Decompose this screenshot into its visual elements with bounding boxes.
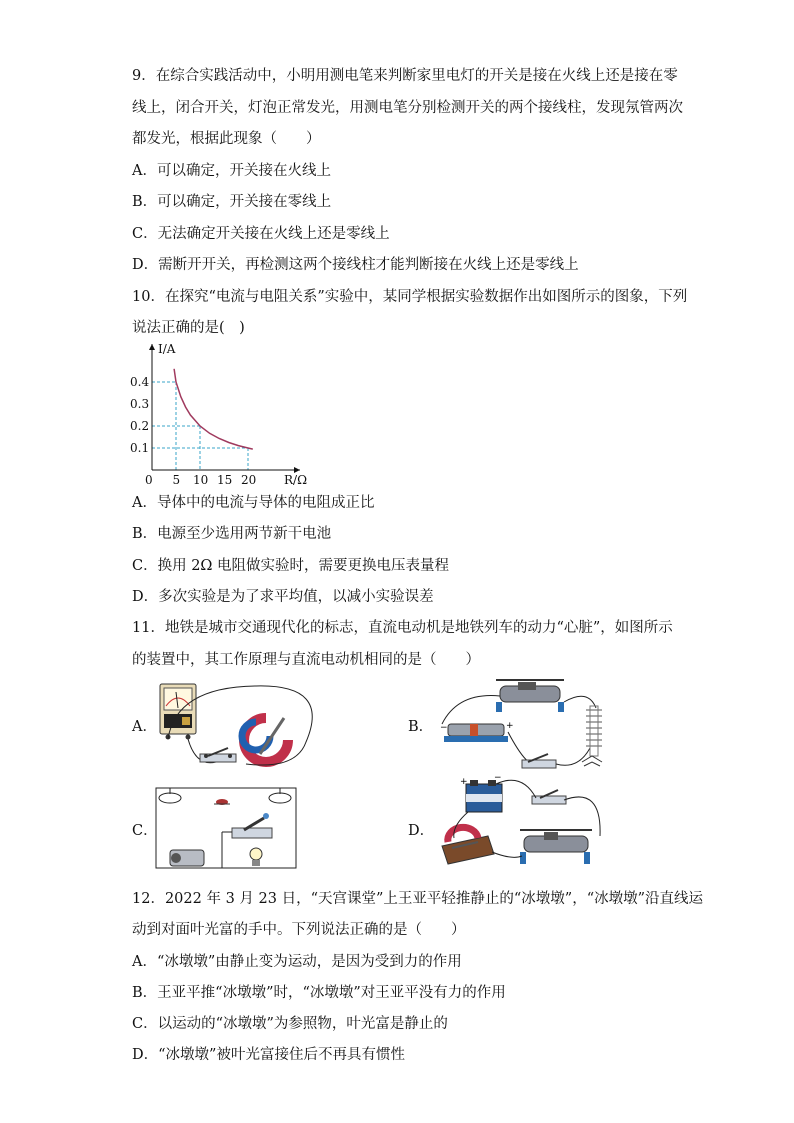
y-tick-label: 0.2 [130, 419, 150, 433]
q12-option-c: C．以运动的“冰墩墩”为参照物，叶光富是静止的 [132, 1016, 448, 1032]
svg-text:−: − [440, 723, 448, 733]
q12-stem-line-2: 动到对面叶光富的手中。下列说法正确的是（ ） [132, 922, 466, 938]
q9-option-b: B．可以确定，开关接在零线上 [132, 194, 332, 210]
q12-option-b: B．王亚平推“冰墩墩”时，“冰墩墩”对王亚平没有力的作用 [132, 985, 506, 1001]
q10-option-b: B．电源至少选用两节新干电池 [132, 526, 332, 542]
q10-stem-line-2: 说法正确的是( ) [132, 320, 245, 336]
q9-stem-line-1: 9．在综合实践活动中，小明用测电笔来判断家里电灯的开关是接在火线上还是接在零 [132, 68, 678, 84]
figure-d-battery-magnet-rheostat [432, 773, 612, 876]
q9-stem-line-2: 线上，闭合开关，灯泡正常发光，用测电笔分别检测开关的两个接线柱，发现氖管两次 [132, 100, 683, 116]
figure-b-rheostat-solenoid [428, 678, 618, 778]
figure-c-motor-circuit [152, 782, 302, 872]
q11-stem-line-2: 的装置中，其工作原理与直流电动机相同的是（ ） [132, 652, 480, 668]
q12-option-d: D．“冰墩墩”被叶光富接住后不再具有惯性 [132, 1047, 405, 1063]
svg-text:+: + [460, 777, 468, 787]
q11-label-c: C． [132, 823, 158, 839]
x-tick-label: 15 [217, 473, 233, 487]
origin-label: 0 [145, 473, 153, 487]
figure-a-galvanometer-magnet [156, 682, 326, 772]
q9-option-c: C．无法确定开关接在火线上还是零线上 [132, 226, 390, 242]
x-tick-label: 20 [241, 473, 257, 487]
q10-option-c: C．换用 2Ω 电阻做实验时，需要更换电压表量程 [132, 558, 450, 574]
q10-option-d: D．多次实验是为了求平均值，以减小实验误差 [132, 589, 434, 605]
q11-stem-line-1: 11．地铁是城市交通现代化的标志，直流电动机是地铁列车的动力“心脏”，如图所示 [132, 620, 673, 636]
x-tick-label: 10 [193, 473, 209, 487]
x-tick-label: 5 [172, 473, 181, 487]
y-axis-label: I/A [158, 342, 176, 356]
q10-stem-line-1: 10．在探究“电流与电阻关系”实验中，某同学根据实验数据作出如图所示的图象，下列 [132, 289, 688, 305]
q11-label-a: A． [132, 719, 157, 735]
y-tick-label: 0.4 [130, 375, 150, 389]
svg-text:+: + [506, 721, 514, 731]
q12-stem-line-1: 12．2022 年 3 月 23 日，“天宫课堂”上王亚平轻推静止的“冰墩墩”，“冰墩墩”沿直线运 [132, 891, 704, 907]
y-tick-label: 0.3 [130, 397, 150, 411]
x-axis-label: R/Ω [284, 473, 308, 487]
q9-option-d: D．需断开开关，再检测这两个接线柱才能判断接在火线上还是零线上 [132, 257, 579, 273]
q12-option-a: A．“冰墩墩”由静止变为运动，是因为受到力的作用 [132, 954, 462, 970]
q9-stem-line-3: 都发光，根据此现象（ ） [132, 131, 321, 147]
current-resistance-chart [128, 338, 328, 488]
q9-option-a: A．可以确定，开关接在火线上 [132, 163, 331, 179]
q11-label-d: D． [408, 823, 435, 839]
svg-text:−: − [494, 773, 502, 783]
q11-label-b: B． [408, 719, 434, 735]
q10-option-a: A．导体中的电流与导体的电阻成正比 [132, 495, 375, 511]
current-curve [174, 369, 253, 449]
y-tick-label: 0.1 [130, 441, 150, 455]
